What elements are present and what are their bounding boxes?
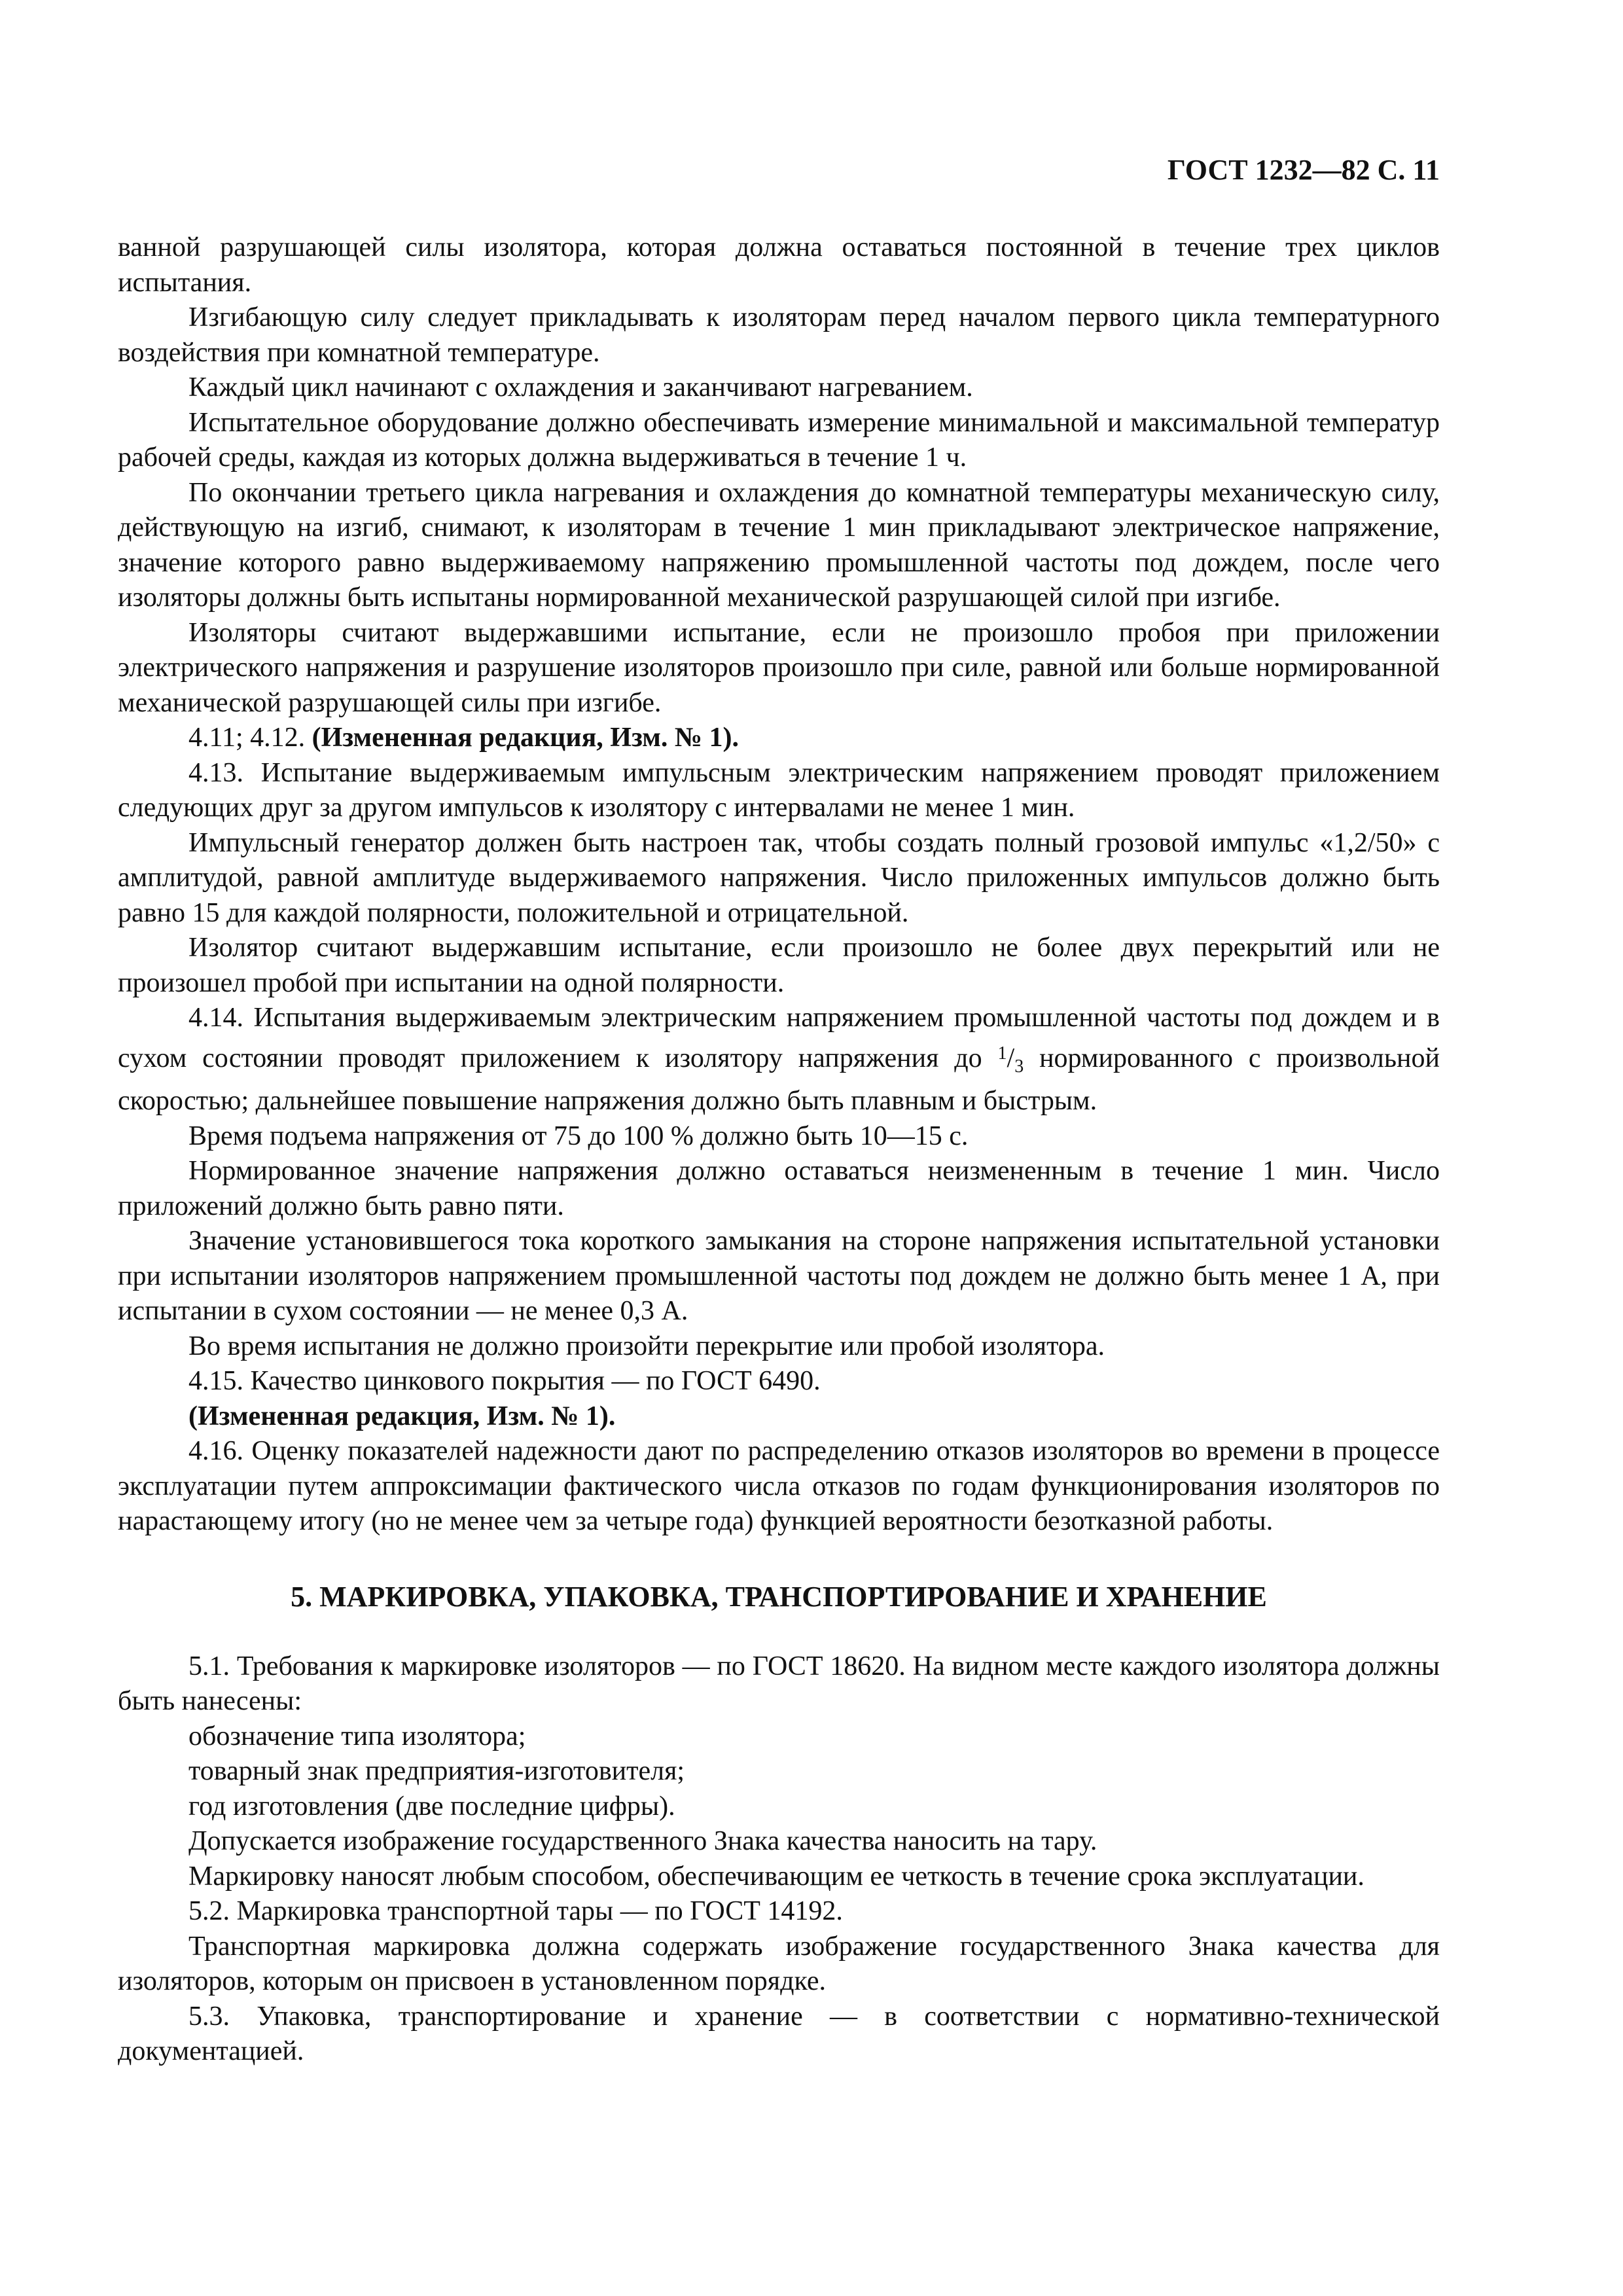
paragraph: Изоляторы считают выдержавшими испытание, если не произошло пробоя при приложении электрического напряжения и разрушение изоляторов произошло при силе, равной или больше нормированной механической разрушающей силы при изгибе.: [118, 617, 1440, 718]
fraction-denominator: 3: [1014, 1056, 1024, 1077]
clause-5-2: 5.2. Маркировка транспортной тары — по ГОСТ 14192.: [188, 1896, 843, 1926]
clause-4-14: [118, 1001, 1440, 1119]
paragraph: По окончании третьего цикла нагревания и охлаждения до комнатной температуры механическую силу, действующую на изгиб, снимают, к изоляторам в течение 1 мин прикладывают электрическое напряжение, значение которого равно выдерживаемому напряжению промышленной частоты под дождем, после чего изоляторы должны быть испытаны нормированной механической разрушающей силой при изгибе.: [118, 477, 1440, 613]
clause-number: 4.11; 4.12.: [188, 723, 306, 753]
clause-4-15: 4.15. Качество цинкового покрытия — по ГОСТ 6490.: [188, 1366, 821, 1396]
list-item: обозначение типа изолятора;: [188, 1721, 526, 1751]
paragraph: Транспортная маркировка должна содержать изображение государственного Знака качества для изоляторов, которым он присвоен в установленном порядке.: [118, 1931, 1440, 1996]
clause-5-3: 5.3. Упаковка, транспортирование и хранение — в соответствии с нормативно-технической документацией.: [118, 2001, 1440, 2066]
clause-text-before: 4.14. Испытания выдерживаемым электрическим напряжением промышленной частоты под дождем и в сухом состоянии проводят приложением к изолятору напряжения до: [118, 1003, 1440, 1073]
clause-text-after: нормированного с произвольной скоростью; дальнейшее повышение напряжения должно быть плавным и быстрым.: [118, 1043, 1440, 1116]
paragraph: Значение установившегося тока короткого замыкания на стороне напряжения испытательной установки при испытании изоляторов напряжением промышленной частоты под дождем не должно быть менее 1 А, при испытании в сухом состоянии — не менее 0,3 А.: [118, 1226, 1440, 1326]
paragraph: Каждый цикл начинают с охлаждения и заканчивают нагреванием.: [188, 372, 973, 403]
paragraph: Испытательное оборудование должно обеспечивать измерение минимальной и максимальной температур рабочей среды, каждая из которых должна выдерживаться в течение 1 ч.: [118, 407, 1440, 473]
clause-5-1: 5.1. Требования к маркировке изоляторов — по ГОСТ 18620. На видном месте каждого изолятора должны быть нанесены:: [118, 1651, 1440, 1716]
paragraph: Время подъема напряжения от 75 до 100 % должно быть 10—15 с.: [188, 1121, 969, 1151]
clause-4-16: 4.16. Оценку показателей надежности дают по распределению отказов изоляторов во времени в процессе эксплуатации путем аппроксимации фактического числа отказов по годам функционирования изоляторов по нарастающему итогу (но не менее чем за четыре года) функцией вероятности безотказной работы.: [118, 1436, 1440, 1536]
clause-4-13: 4.13. Испытание выдерживаемым импульсным электрическим напряжением проводят приложением следующих друг за другом импульсов к изолятору с интервалами не менее 1 мин.: [118, 757, 1440, 823]
paragraph: Изгибающую силу следует прикладывать к изоляторам перед началом первого цикла температурного воздействия при комнатной температуре.: [118, 302, 1440, 368]
page-header: ГОСТ 1232—82 С. 11: [1167, 154, 1440, 186]
paragraph: Импульсный генератор должен быть настроен так, чтобы создать полный грозовой импульс «1,2/50» с амплитудой, равной амплитуде выдерживаемого напряжения. Число приложенных импульсов должно быть равно 15 для каждой полярности, положительной и отрицательной.: [118, 827, 1440, 928]
paragraph: Нормированное значение напряжения должно оставаться неизмененным в течение 1 мин. Число приложений должно быть равно пяти.: [118, 1156, 1440, 1221]
paragraph: Маркировку наносят любым способом, обеспечивающим ее четкость в течение срока эксплуатации.: [188, 1861, 1364, 1892]
amendment-note: (Измененная редакция, Изм. № 1).: [312, 723, 740, 753]
list-item: год изготовления (две последние цифры).: [188, 1791, 675, 1821]
paragraph: ванной разрушающей силы изолятора, которая должна оставаться постоянной в течение трех циклов испытания.: [118, 232, 1440, 298]
section-5-title: 5. МАРКИРОВКА, УПАКОВКА, ТРАНСПОРТИРОВАНИЕ И ХРАНЕНИЕ: [291, 1580, 1267, 1613]
clause-4-11-4-12: [118, 721, 1440, 756]
amendment-note: (Измененная редакция, Изм. № 1).: [188, 1401, 616, 1431]
paragraph: Во время испытания не должно произойти перекрытие или пробой изолятора.: [188, 1331, 1105, 1361]
list-item: товарный знак предприятия-изготовителя;: [188, 1756, 685, 1786]
paragraph: Допускается изображение государственного Знака качества наносить на тару.: [188, 1826, 1097, 1856]
paragraph: Изолятор считают выдержавшим испытание, если произошло не более двух перекрытий или не произошел пробой при испытании на одной полярности.: [118, 933, 1440, 998]
document-page: [118, 151, 1440, 2070]
fraction-numerator: 1: [997, 1043, 1007, 1064]
fraction-one-third: $^1/_3$: [997, 1043, 1024, 1077]
